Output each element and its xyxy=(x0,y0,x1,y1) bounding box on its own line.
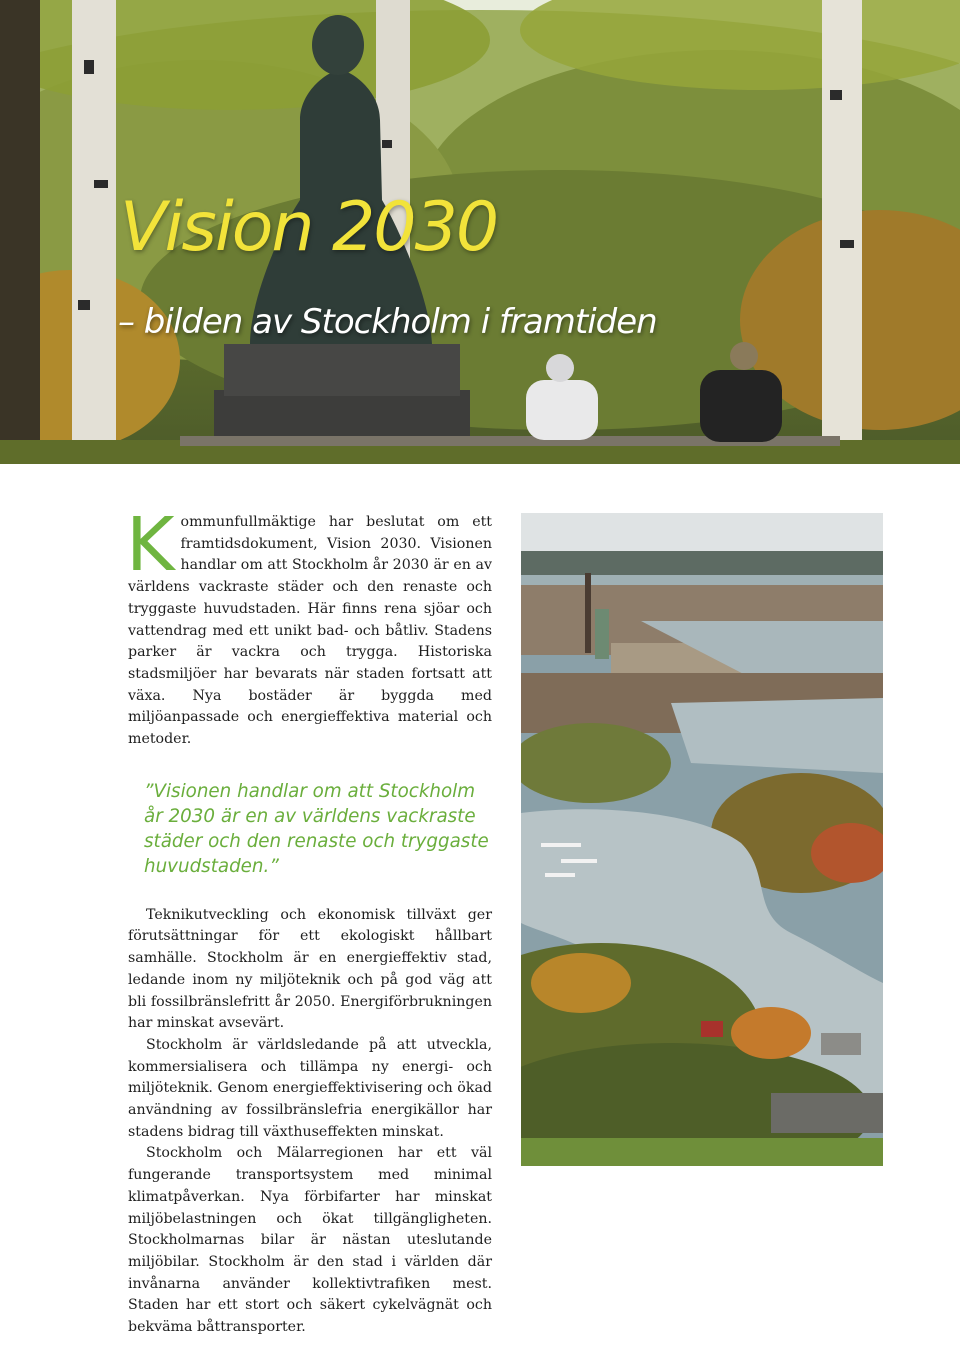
intro-paragraph xyxy=(126,502,492,751)
hero-photo xyxy=(0,0,960,464)
drop-cap: K xyxy=(126,502,175,588)
intro-text: ommunfullmäktige har beslutat om ett framtidsdokument, Vision 2030. Visionen handlar om att Stockholm år 2030 är en av världens vackraste städer och den renaste och tryggaste huvudstaden. Här finns rena sjöar och vattendrag med ett unikt bad- och båtliv. Stadens parker är vackra och trygga. Historiska stadsmiljöer har bevarats när staden fortsatt att växa. Nya bostäder är byggda med miljöanpassade och energieffektiva material och metoder. xyxy=(128,514,492,748)
body-paragraph: Stockholm och Mälarregionen har ett väl fungerande transportsystem med minimal klimatpåverkan. Nya förbifarter har minskat miljöbelastningen och ökat tillgängligheten. Stockholmarnas bilar är nästan uteslutande miljöbilar. Stockholm är den stad i världen där invånarna använder kollektivtrafiken mest. Staden har ett stort och säkert cykelvägnät och bekväma båttransporter. xyxy=(128,1145,492,1336)
aerial-stockholm-photo xyxy=(521,513,883,1166)
body-paragraph: Stockholm är världsledande på att utveckla, kommersialisera och tillämpa ny energi- och miljöteknik. Genom energieffektivisering och ökad användning av fossilbränslefria energikällor har stadens bidrag till växthuseffekten minskat. xyxy=(128,1036,492,1140)
body-paragraph: Teknikutveckling och ekonomisk tillväxt ger förutsättningar för ett ekologiskt hållbart samhälle. Stockholm är en energieffektiv stad, ledande inom ny miljöteknik och på god väg att bli fossilbränslefritt år 2050. Energiförbrukningen har minskat avsevärt. xyxy=(128,906,492,1032)
page-subtitle: – bilden av Stockholm i framtiden xyxy=(118,302,657,342)
article-body xyxy=(126,502,492,1339)
aerial-photo xyxy=(521,513,883,1166)
pull-quote: ”Visionen handlar om att Stockholm år 2030 är en av världens vackraste städer och den renaste och tryggaste huvudstaden.” xyxy=(144,780,489,877)
page-title: Vision 2030 xyxy=(120,188,498,267)
